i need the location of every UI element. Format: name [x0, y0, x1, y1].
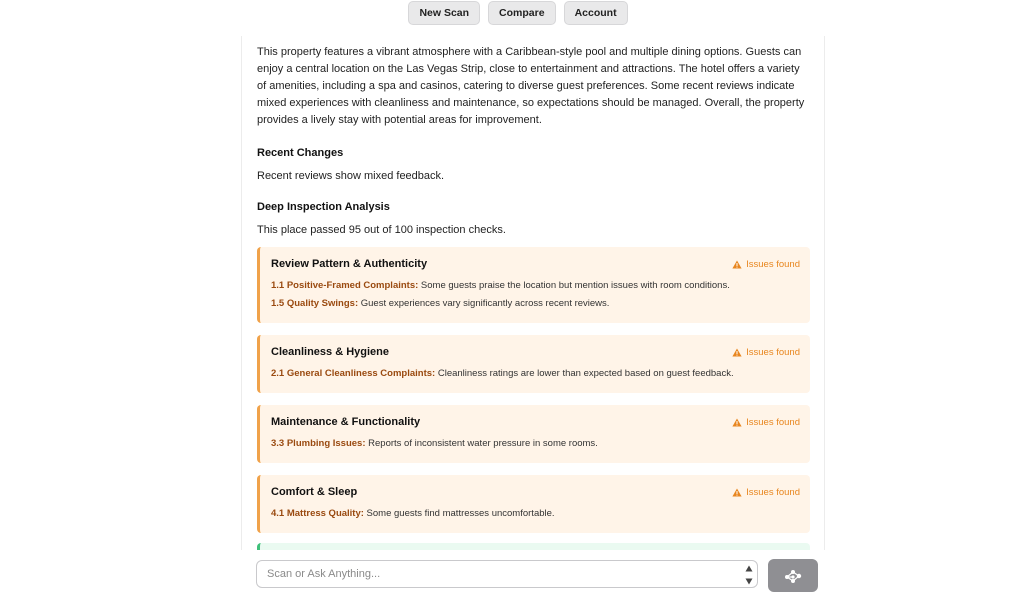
scan-ask-input[interactable] — [257, 567, 739, 581]
stepper-down-icon[interactable] — [745, 578, 753, 585]
compare-button[interactable]: Compare — [488, 1, 556, 25]
stepper-up-icon[interactable] — [745, 565, 753, 572]
card-title: Review Pattern & Authenticity — [271, 258, 428, 270]
warning-triangle-icon — [732, 418, 742, 427]
inspection-card-cleanliness — [257, 335, 810, 393]
top-nav — [0, 0, 1036, 30]
send-button[interactable] — [768, 559, 818, 592]
composer — [256, 560, 758, 588]
inspection-card-comfort — [257, 475, 810, 533]
status-badge — [732, 259, 800, 270]
property-summary: This property features a vibrant atmosphere with a Caribbean-style pool and multiple dining options. Guests can enjoy a central location on the Las Vegas Strip, close to entertainment and attractions. The hotel offers a variety of amenities, including a spa and casinos, catering to diverse guest preferences. Some recent reviews indicate mixed experiences with cleanliness and maintenance, so expectations should be managed. Overall, the property provides a lively stay with potential areas for improvement. — [257, 46, 805, 126]
finding-code: 3.3 Plumbing Issues: — [271, 438, 366, 449]
recent-changes-text: Recent reviews show mixed feedback. — [257, 170, 445, 182]
finding-code: 2.1 General Cleanliness Complaints: — [271, 368, 436, 379]
finding-text: Some guests find mattresses uncomfortable. — [363, 508, 555, 519]
card-title: Maintenance & Functionality — [271, 416, 421, 428]
deep-inspection-title: Deep Inspection Analysis — [257, 201, 390, 213]
inspection-card-passed — [257, 543, 810, 550]
finding-code: 4.1 Mattress Quality: — [271, 508, 364, 519]
status-label: Issues found — [746, 417, 800, 428]
finding-code: 1.1 Positive-Framed Complaints: — [271, 280, 419, 291]
status-badge — [732, 347, 800, 358]
warning-triangle-icon — [732, 348, 742, 357]
finding-item — [271, 279, 800, 293]
status-label: Issues found — [746, 347, 800, 358]
account-button[interactable]: Account — [564, 1, 628, 25]
finding-item — [271, 507, 800, 521]
finding-text: Reports of inconsistent water pressure in some rooms. — [365, 438, 598, 449]
stepper-arrows-icon[interactable] — [745, 565, 753, 585]
recent-changes-title: Recent Changes — [257, 147, 344, 159]
finding-text: Guest experiences vary significantly across recent reviews. — [358, 298, 610, 309]
report-content — [257, 44, 810, 550]
inspection-card-list — [257, 247, 810, 550]
card-title: Comfort & Sleep — [271, 486, 358, 498]
new-scan-button[interactable]: New Scan — [408, 1, 480, 25]
finding-code: 1.5 Quality Swings: — [271, 298, 359, 309]
inspection-card-review-pattern — [257, 247, 810, 323]
finding-text: Cleanliness ratings are lower than expected based on guest feedback. — [435, 368, 734, 379]
finding-item — [271, 367, 800, 381]
warning-triangle-icon — [732, 260, 742, 269]
finding-item — [271, 437, 800, 451]
card-title: Cleanliness & Hygiene — [271, 346, 389, 358]
finding-text: Some guests praise the location but mention issues with room conditions. — [418, 280, 730, 291]
inspection-score-text: This place passed 95 out of 100 inspection checks. — [257, 224, 506, 236]
send-icon — [783, 568, 803, 584]
status-badge — [732, 487, 800, 498]
status-label: Issues found — [746, 487, 800, 498]
finding-item — [271, 297, 800, 311]
status-label: Issues found — [746, 259, 800, 270]
inspection-card-maintenance — [257, 405, 810, 463]
status-badge — [732, 417, 800, 428]
warning-triangle-icon — [732, 488, 742, 497]
report-panel[interactable] — [241, 36, 825, 550]
